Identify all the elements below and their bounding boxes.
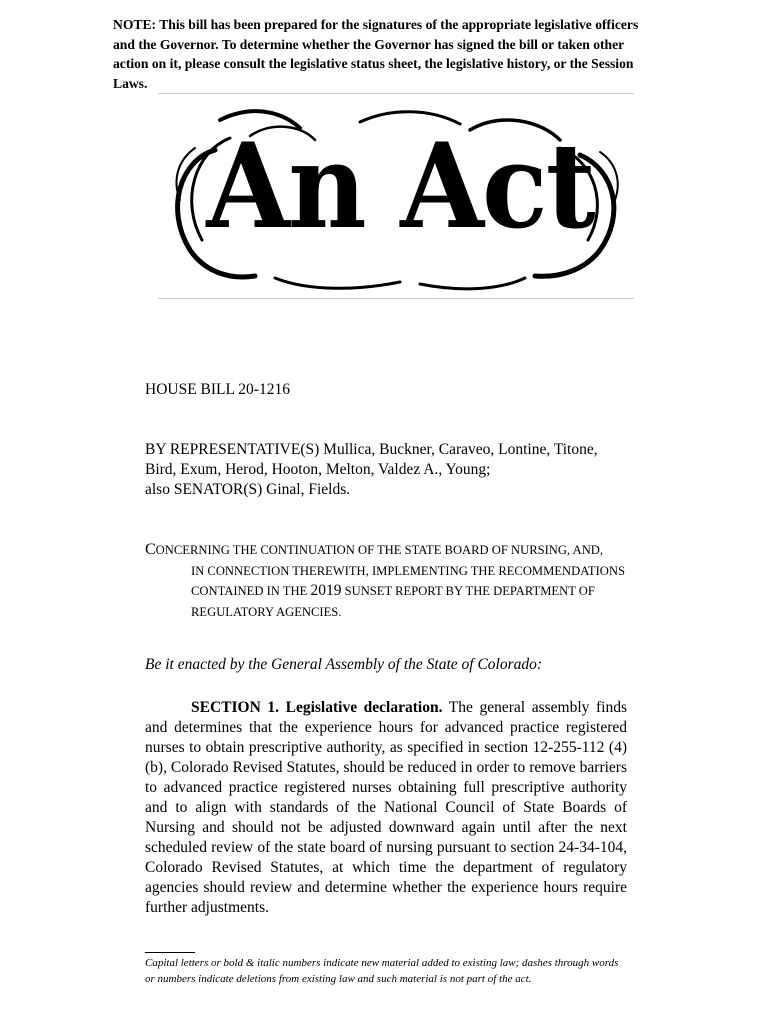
concerning-line [145, 581, 629, 602]
sponsors-line: Bird, Exum, Herod, Hooton, Melton, Valdez A., Young; [145, 460, 491, 478]
banner-bottom-rule [158, 298, 634, 299]
sponsors-block [145, 440, 630, 499]
section-1-heading: SECTION 1. Legislative declaration. [191, 699, 443, 716]
concerning-line [145, 540, 629, 561]
section-1-text: The general assembly finds and determines that the experience hours for advanced practice registered nurses to obtain prescriptive authority, as specified in section 12-255-112 (4)(b), Colorado Revised Statutes, should be reduced in order to remove barriers to advanced practice registered nurses obtaining full prescriptive authority and to align with standards of the National Council of State Boards of Nursing and should not be adjusted downward again until after the next scheduled review of the state board of nursing pursuant to section 24-34-104, Colorado Revised Statutes, at which time the department of regulatory agencies should review and determine whether the experience hours require further adjustments. [145, 699, 627, 916]
concerning-line: REGULATORY AGENCIES. [191, 604, 342, 619]
footnote: Capital letters or bold & italic numbers indicate new material added to existing law; dashes through words or numbers indicate deletions from existing law and such material is not part of the act. [145, 957, 619, 985]
sponsors-line: BY REPRESENTATIVE(S) Mullica, Buckner, Caraveo, Lontine, Titone, [145, 441, 598, 458]
section-1 [145, 698, 627, 918]
concerning-clause [145, 540, 629, 622]
concerning-year: 2019 [310, 582, 342, 599]
signature-note: NOTE: This bill has been prepared for the signatures of the appropriate legislative officers and the Governor. To determine whether the Governor has signed the bill or taken other action on it, please consult the legislative status sheet, the legislative history, or the Session Laws. [113, 17, 639, 91]
sponsors-line: also SENATOR(S) Ginal, Fields. [145, 480, 351, 498]
enacting-clause: Be it enacted by the General Assembly of the State of Colorado: [145, 656, 543, 673]
an-act-title: An Act [206, 118, 594, 256]
concerning-line: IN CONNECTION THEREWITH, IMPLEMENTING THE RECOMMENDATIONS [191, 563, 625, 578]
banner-top-rule [158, 93, 634, 94]
concerning-line-text: ONCERNING THE CONTINUATION OF THE STATE BOARD OF NURSING, AND, [155, 543, 604, 557]
concerning-line-text: CONTAINED IN THE [191, 584, 308, 598]
bill-number: HOUSE BILL 20-1216 [145, 381, 290, 398]
footnote-rule [145, 952, 195, 953]
concerning-drop-cap: C [145, 541, 156, 558]
an-act-banner [160, 100, 635, 295]
concerning-line-text: SUNSET REPORT BY THE DEPARTMENT OF [344, 584, 595, 598]
